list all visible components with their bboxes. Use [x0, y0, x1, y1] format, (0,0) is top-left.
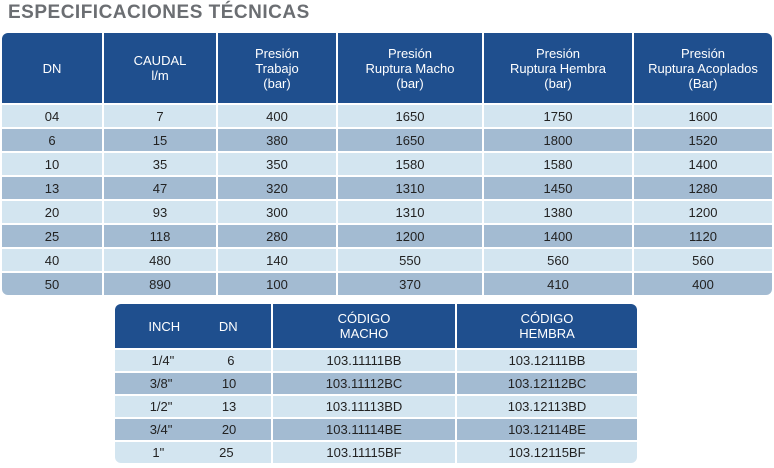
cell-trabajo: 280: [218, 225, 336, 247]
header-inch: INCH: [148, 318, 181, 334]
cell-codigo-macho: 103.11111BB: [273, 350, 455, 371]
cell-macho: 1650: [338, 105, 482, 127]
table-row: [115, 419, 637, 440]
cell-macho: 370: [338, 273, 482, 295]
cell-dn: 10: [2, 153, 102, 175]
cell-inch: 3/8": [149, 376, 173, 391]
table-row: [115, 350, 637, 371]
cell-hembra: 1450: [484, 177, 632, 199]
cell-hembra: 1800: [484, 129, 632, 151]
cell-codigo-hembra: 103.12112BC: [457, 373, 637, 394]
header-line: (Bar): [688, 75, 718, 91]
cell-macho: 1200: [338, 225, 482, 247]
header-line: Ruptura Acoplados: [648, 60, 758, 76]
cell-inch: 1/4": [151, 353, 175, 368]
cell-inch: 1": [152, 445, 165, 460]
cell-caudal: 15: [104, 129, 216, 151]
cell-trabajo: 400: [218, 105, 336, 127]
cell-codigo-hembra: 103.12113BD: [457, 396, 637, 417]
table-row: [115, 442, 637, 463]
cell-hembra: 410: [484, 273, 632, 295]
cell-acoplados: 1520: [634, 129, 772, 151]
header-inch-dn: [115, 304, 271, 348]
cell-macho: 550: [338, 249, 482, 271]
cell-trabajo: 100: [218, 273, 336, 295]
header-line: Ruptura Hembra: [509, 60, 607, 76]
table-row: [2, 177, 772, 199]
cell-inch: 1/2": [149, 399, 173, 414]
cell-hembra: 560: [484, 249, 632, 271]
cell-caudal: 35: [104, 153, 216, 175]
cell-caudal: 118: [104, 225, 216, 247]
table-row: [2, 153, 772, 175]
cell-dn: 04: [2, 105, 102, 127]
cell-codigo-macho: 103.11115BF: [273, 442, 455, 463]
header-ruptura-acoplados: [634, 33, 772, 103]
cell-trabajo: 380: [218, 129, 336, 151]
cell-trabajo: 140: [218, 249, 336, 271]
cell-inch-dn: [115, 442, 271, 463]
cell-dn: 13: [2, 177, 102, 199]
cell-codigo-hembra: 103.12115BF: [457, 442, 637, 463]
header-line: l/m: [151, 68, 169, 83]
header-presion-trabajo: [218, 33, 336, 103]
header-line: Presión: [254, 45, 300, 61]
cell-macho: 1580: [338, 153, 482, 175]
cell-dn: 6: [227, 353, 235, 368]
cell-dn: 40: [2, 249, 102, 271]
header-line: (bar): [396, 75, 424, 91]
cell-dn: 6: [2, 129, 102, 151]
header-line: HEMBRA: [519, 326, 575, 341]
cell-caudal: 47: [104, 177, 216, 199]
cell-macho: 1310: [338, 201, 482, 223]
cell-acoplados: 1280: [634, 177, 772, 199]
header-caudal: [104, 33, 216, 103]
cell-hembra: 1750: [484, 105, 632, 127]
cell-acoplados: 1600: [634, 105, 772, 127]
cell-dn: 20: [221, 422, 237, 437]
cell-hembra: 1400: [484, 225, 632, 247]
cell-inch-dn: [115, 350, 271, 371]
table-header-row: [115, 304, 637, 348]
cell-hembra: 1580: [484, 153, 632, 175]
product-codes-table: [113, 302, 639, 465]
table-row: [2, 249, 772, 271]
cell-acoplados: 1400: [634, 153, 772, 175]
table-row: [2, 129, 772, 151]
cell-inch: 3/4": [149, 422, 173, 437]
header-codigo-macho: [273, 304, 455, 348]
pressure-specs-table: [0, 31, 774, 297]
cell-dn: 20: [2, 201, 102, 223]
cell-acoplados: 400: [634, 273, 772, 295]
cell-dn: 10: [221, 376, 237, 391]
cell-acoplados: 1200: [634, 201, 772, 223]
header-line: Presión: [387, 45, 433, 61]
page-title: ESPECIFICACIONES TÉCNICAS: [8, 2, 310, 23]
cell-codigo-macho: 103.11112BC: [273, 373, 455, 394]
header-line: (bar): [544, 75, 572, 91]
cell-acoplados: 560: [634, 249, 772, 271]
table-header-row: [2, 33, 772, 103]
cell-codigo-hembra: 103.12114BE: [457, 419, 637, 440]
cell-codigo-macho: 103.11113BD: [273, 396, 455, 417]
cell-dn: 50: [2, 273, 102, 295]
header-line: CÓDIGO: [520, 311, 574, 326]
cell-hembra: 1380: [484, 201, 632, 223]
cell-caudal: 890: [104, 273, 216, 295]
header-line: Trabajo: [255, 60, 299, 76]
header-codigo-hembra: [457, 304, 637, 348]
cell-caudal: 480: [104, 249, 216, 271]
table-row: [2, 273, 772, 295]
cell-dn: 25: [219, 445, 234, 460]
cell-codigo-hembra: 103.12111BB: [457, 350, 637, 371]
header-line: (bar): [263, 75, 291, 91]
cell-inch-dn: [115, 396, 271, 417]
header-line: Ruptura Macho: [365, 60, 455, 76]
cell-inch-dn: [115, 419, 271, 440]
header-dn: DN: [218, 318, 238, 334]
header-line: DN: [42, 60, 62, 76]
table-row: [2, 225, 772, 247]
header-line: Presión: [535, 45, 581, 61]
cell-macho: 1310: [338, 177, 482, 199]
cell-acoplados: 1120: [634, 225, 772, 247]
cell-macho: 1650: [338, 129, 482, 151]
header-line: MACHO: [339, 326, 389, 341]
header-line: Presión: [680, 45, 726, 61]
cell-trabajo: 350: [218, 153, 336, 175]
cell-dn: 13: [221, 399, 237, 414]
table-row: [2, 105, 772, 127]
header-line: CÓDIGO: [337, 311, 391, 326]
table-row: [2, 201, 772, 223]
header-line: CAUDAL: [133, 53, 187, 68]
cell-dn: 25: [2, 225, 102, 247]
header-dn: [2, 33, 102, 103]
table-row: [115, 373, 637, 394]
cell-caudal: 93: [104, 201, 216, 223]
header-ruptura-hembra: [484, 33, 632, 103]
cell-inch-dn: [115, 373, 271, 394]
cell-codigo-macho: 103.11114BE: [273, 419, 455, 440]
table-row: [115, 396, 637, 417]
cell-caudal: 7: [104, 105, 216, 127]
cell-trabajo: 320: [218, 177, 336, 199]
cell-trabajo: 300: [218, 201, 336, 223]
header-ruptura-macho: [338, 33, 482, 103]
